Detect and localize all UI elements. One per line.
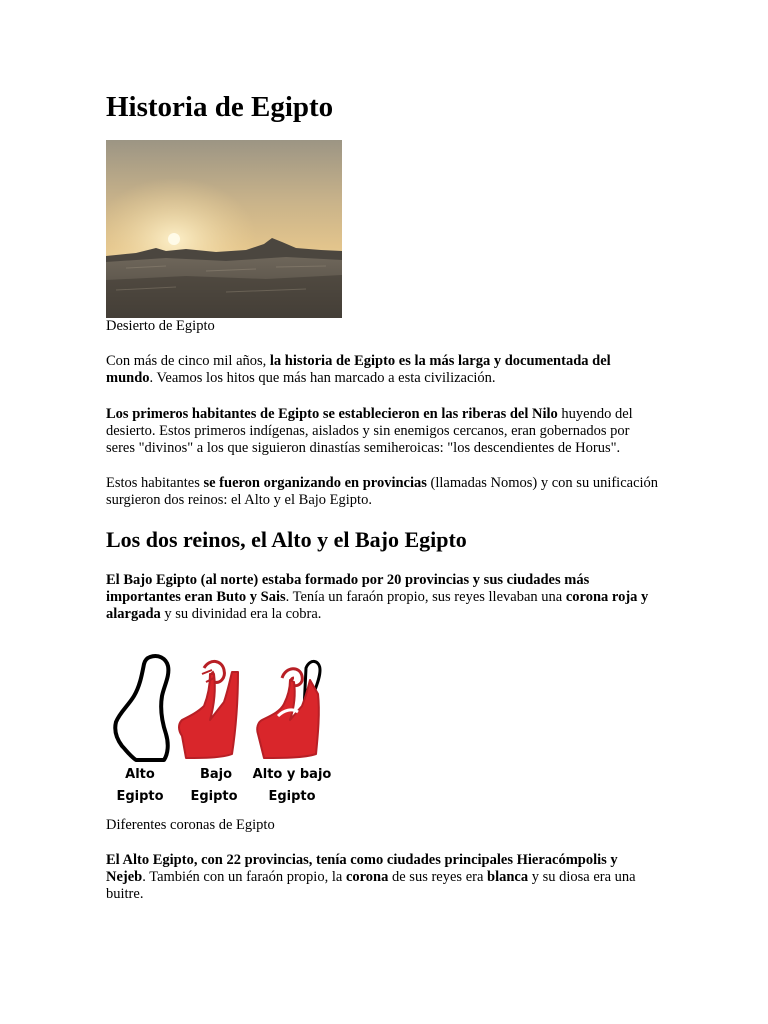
first-inhabitants-paragraph: Los primeros habitantes de Egipto se establecieron en las riberas del Nilo huyendo del desierto. Estos primeros indígenas, aislados y sin enemigos cercanos, eran gobernados por seres "divinos" a los que siguieron dinastías semiheroicas: "los descendientes de Horus". xyxy=(106,406,633,456)
crowns-illustration xyxy=(106,650,338,810)
crown-label-alto-line2: Egipto xyxy=(116,789,164,804)
page-title: Historia de Egipto xyxy=(106,91,334,123)
intro-paragraph: Con más de cinco mil años, la historia de Egipto es la más larga y documentada del mundo. Veamos los hitos que más han marcado a esta civilización. xyxy=(106,353,611,386)
provinces-paragraph: Estos habitantes se fueron organizando en provincias (llamadas Nomos) y con su unificación surgieron dos reinos: el Alto y el Bajo Egipto. xyxy=(106,475,659,508)
red-crown-icon xyxy=(179,661,238,758)
crown-label-both-line1: Alto y bajo xyxy=(252,767,332,782)
crown-label-bajo-line2: Egipto xyxy=(190,789,238,804)
section-heading-two-kingdoms: Los dos reinos, el Alto y el Bajo Egipto xyxy=(106,527,467,552)
crowns-caption: Diferentes coronas de Egipto xyxy=(106,817,275,833)
crown-label-bajo-line1: Bajo xyxy=(199,767,233,782)
lower-egypt-paragraph: El Bajo Egipto (al norte) estaba formado por 20 provincias y sus ciudades más importantes eran Buto y Sais. Tenía un faraón propio, sus reyes llevaban una corona roja y alargada y su divinidad era la cobra. xyxy=(106,572,649,622)
upper-egypt-paragraph: El Alto Egipto, con 22 provincias, tenía como ciudades principales Hieracómpolis y Nejeb. También con un faraón propio, la corona de sus reyes era blanca y su diosa era una buitre. xyxy=(106,852,636,902)
desert-photo-caption: Desierto de Egipto xyxy=(106,318,215,334)
crown-label-alto-line1: Alto xyxy=(125,767,155,782)
desert-photo xyxy=(106,140,342,318)
double-crown-icon xyxy=(257,661,320,758)
white-crown-icon xyxy=(115,656,168,760)
crown-label-both-line2: Egipto xyxy=(268,789,316,804)
